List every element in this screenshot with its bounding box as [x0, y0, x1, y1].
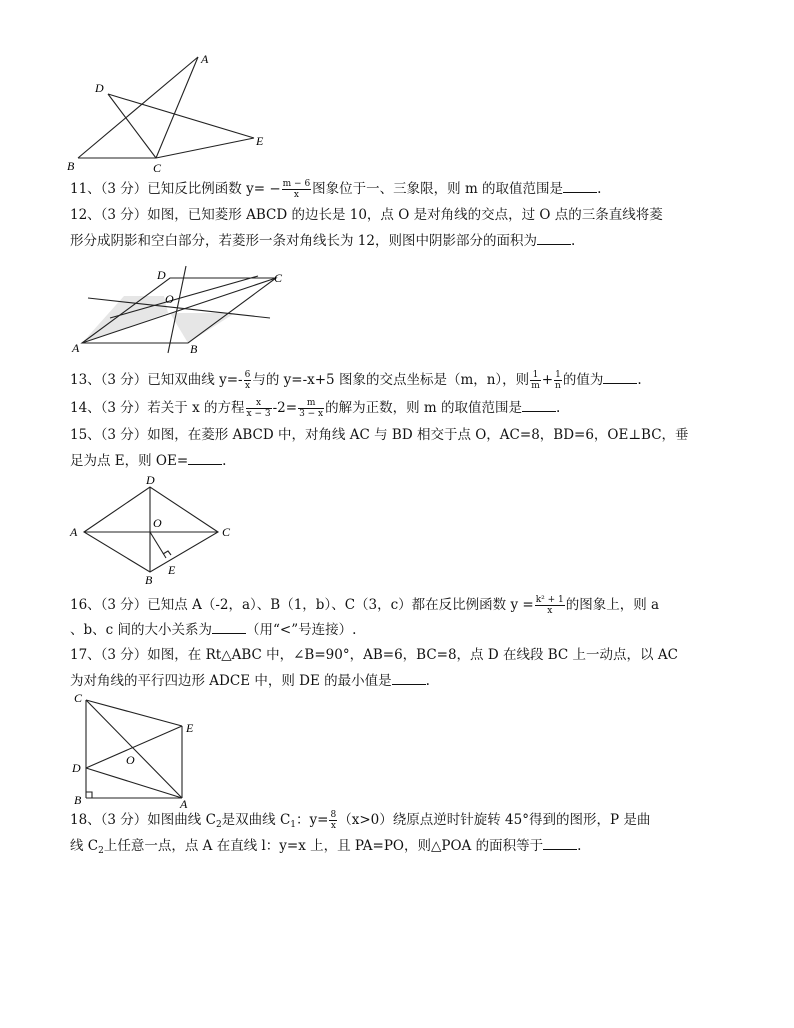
fig2-shade-1: [82, 296, 168, 343]
fig4-label-E: E: [186, 721, 194, 735]
fig1-line-CA: [156, 57, 198, 158]
answer-blank: [537, 231, 571, 245]
figure-2: [60, 258, 300, 358]
fig2-label-O: O: [165, 292, 174, 306]
figure-1: [60, 50, 280, 180]
question-16-line-2: 、b、c 间的大小关系为 （用“<”号连接）.: [70, 622, 357, 638]
fig2-shade-2: [170, 313, 235, 343]
fig2-label-D: D: [157, 268, 166, 282]
fig1-label-A: A: [201, 52, 209, 66]
fig1-line-DE: [108, 94, 254, 138]
answer-blank: [212, 620, 246, 634]
fig2-label-C: C: [274, 271, 283, 285]
fig2-label-A: A: [72, 341, 80, 355]
fig3-label-D: D: [146, 473, 155, 487]
fig1-label-D: D: [95, 81, 104, 95]
fig1-line-CE: [156, 138, 254, 158]
fig1-label-C: C: [153, 161, 162, 175]
fig3-label-A: A: [70, 525, 78, 539]
question-14: 14、（3 分）若关于 x 的方程 $\frac{x}{x - 3}$ -2= $\frac{m}{3 - x}$ 的解为正数，则 m 的取值范围是 .: [70, 398, 561, 419]
fig3-label-E: E: [168, 563, 176, 577]
question-17-line-2: 为对角线的平行四边形 ADCE 中，则 DE 的最小值是 .: [70, 673, 430, 689]
question-13: 13、（3 分）已知双曲线 y=- $\frac{6}{x}$ 与的 y=-x+5 图象的交点坐标是（m，n），则 $\frac{1}{m}$ + $\frac{1}{n}$ 的值为 .: [70, 370, 642, 391]
answer-blank: [603, 370, 637, 384]
fig4-label-D: D: [72, 761, 81, 775]
fig3-label-B: B: [145, 573, 153, 587]
fig3-label-C: C: [222, 525, 231, 539]
fig4-label-B: B: [74, 793, 82, 807]
fig3-rhombus: [84, 487, 218, 572]
fig4-right-angle: [86, 792, 92, 798]
figure-4: [60, 690, 210, 810]
question-18-line-2: 线 $C_2$上任意一点，点 A 在直线 l：y=x 上，且 PA=PO，则△POA 的面积等于 .: [70, 838, 582, 856]
question-17-line-1: 17、（3 分）如图，在 Rt△ABC 中，∠B=90°，AB=6，BC=8，点 D 在线段 BC 上一动点，以 AC: [70, 647, 678, 663]
question-16-line-1: 16、（3 分）已知点 A（-2，a）、B（1，b）、C（3，c）都在反比例函数 y = $\frac{\text{k² + 1}}{x}$ 的图象上，则 a: [70, 595, 660, 616]
fig4-label-O: O: [126, 753, 135, 767]
fig4-label-A: A: [180, 797, 188, 810]
answer-blank: [543, 836, 577, 850]
figure-3: [60, 472, 240, 587]
fig4-line-CE: [86, 700, 182, 726]
fig2-label-B: B: [190, 342, 198, 356]
answer-blank: [522, 398, 556, 412]
fig1-line-BA: [78, 57, 198, 158]
answer-blank: [563, 179, 597, 193]
question-12-line-1: 12、（3 分）如图，已知菱形 ABCD 的边长是 10，点 O 是对角线的交点，过 O 点的三条直线将菱: [70, 207, 663, 223]
question-15-line-1: 15、（3 分）如图，在菱形 ABCD 中，对角线 AC 与 BD 相交于点 O，AC=8，BD=6，OE⊥BC，垂: [70, 427, 689, 443]
q11-fraction: $\frac{m - 6}{x}$: [282, 179, 311, 200]
answer-blank: [188, 451, 222, 465]
question-18-line-1: 18、（3 分）如图曲线 $C_2$是双曲线 $C_1$：y= $\frac{8}{x}$ （x>0）绕原点逆时针旋转 45°得到的图形，P 是曲: [70, 810, 651, 831]
answer-blank: [392, 671, 426, 685]
fig3-label-O: O: [153, 516, 162, 530]
question-15-line-2: 足为点 E，则 OE= .: [70, 453, 227, 469]
question-12-line-2: 形分成阴影和空白部分，若菱形一条对角线长为 12，则图中阴影部分的面积为 .: [70, 233, 576, 249]
fig1-label-E: E: [256, 134, 264, 148]
fig1-label-B: B: [67, 159, 75, 173]
fig4-label-C: C: [74, 691, 83, 705]
question-11: 11、（3 分）已知反比例函数 y= − $\frac{m - 6}{x}$ 图象位于一、三象限，则 m 的取值范围是 .: [70, 179, 602, 200]
